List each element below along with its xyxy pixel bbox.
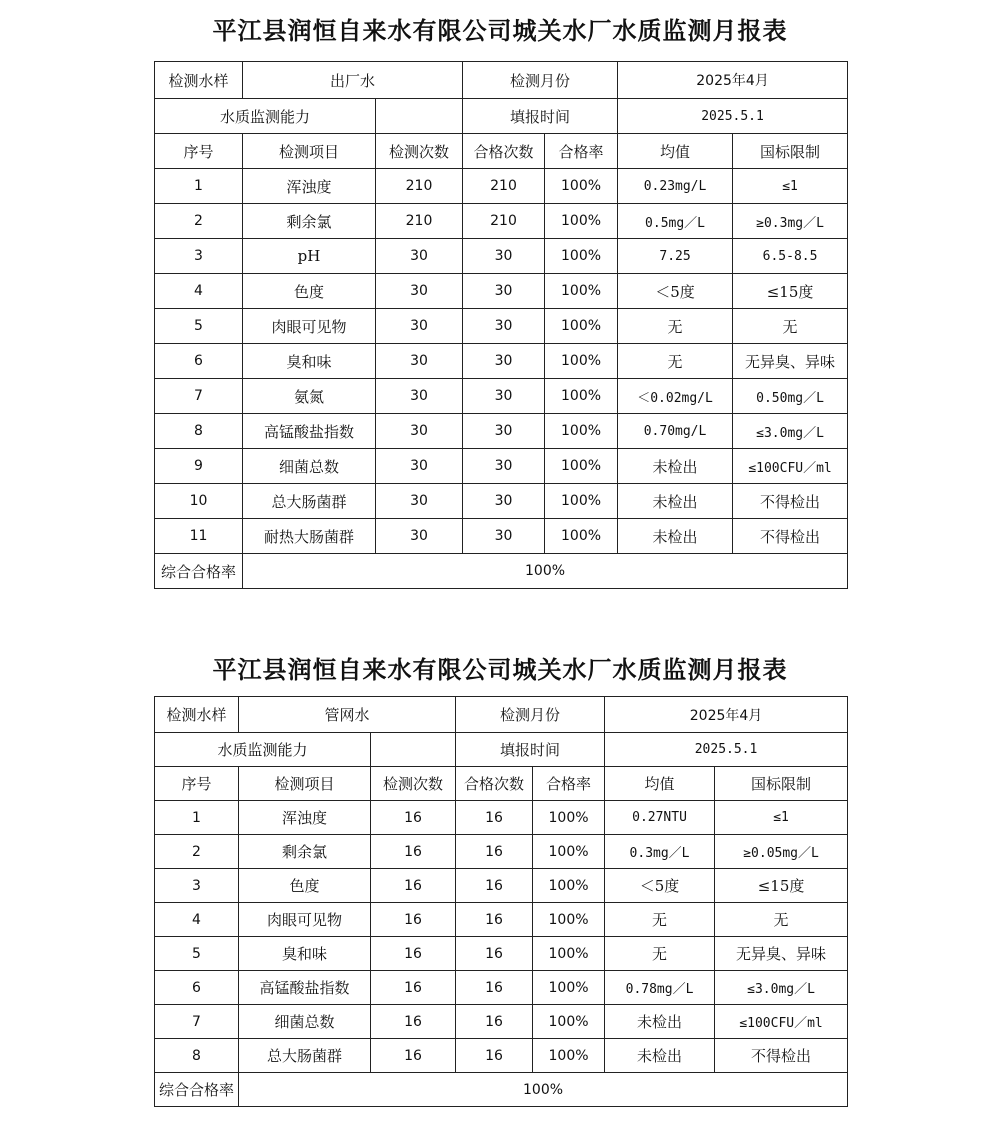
row-item: 总大肠菌群 — [243, 484, 376, 519]
row-item: 氨氮 — [243, 379, 376, 414]
table-row — [155, 835, 848, 869]
row-pass-count: 16 — [456, 1039, 533, 1073]
row-average: 0.23mg/L — [618, 169, 733, 204]
row-test-count: 30 — [376, 239, 463, 274]
row-test-count: 30 — [376, 274, 463, 309]
row-pass-rate: 100% — [545, 204, 618, 239]
row-pass-count: 16 — [456, 1005, 533, 1039]
row-index: 4 — [155, 903, 239, 937]
table-row — [155, 274, 848, 309]
header-test-count: 检测次数 — [376, 134, 463, 169]
table-row — [155, 379, 848, 414]
row-limit: ≤3.0mg／L — [715, 971, 848, 1005]
row-average: 0.78mg／L — [605, 971, 715, 1005]
row-pass-count: 16 — [456, 869, 533, 903]
row-pass-rate: 100% — [533, 869, 605, 903]
row-index: 5 — [155, 309, 243, 344]
row-average: 0.3mg／L — [605, 835, 715, 869]
sample-row — [155, 62, 848, 99]
row-limit: ≤15度 — [715, 869, 848, 903]
row-pass-count: 30 — [463, 519, 545, 554]
capability-value — [376, 99, 463, 134]
row-pass-rate: 100% — [545, 414, 618, 449]
row-average: 0.5mg／L — [618, 204, 733, 239]
row-pass-count: 30 — [463, 239, 545, 274]
row-pass-rate: 100% — [533, 801, 605, 835]
row-limit: 不得检出 — [733, 519, 848, 554]
row-average: 未检出 — [618, 519, 733, 554]
row-index: 8 — [155, 1039, 239, 1073]
header-item: 检测项目 — [239, 767, 371, 801]
row-limit: ≤100CFU／ml — [733, 449, 848, 484]
row-limit: 不得检出 — [733, 484, 848, 519]
row-index: 2 — [155, 835, 239, 869]
report-time-label: 填报时间 — [456, 733, 605, 767]
water-quality-table-finished-water — [154, 61, 848, 589]
table-row — [155, 484, 848, 519]
header-standard-limit: 国标限制 — [715, 767, 848, 801]
month-label: 检测月份 — [456, 697, 605, 733]
overall-row — [155, 554, 848, 589]
row-test-count: 16 — [371, 903, 456, 937]
row-pass-rate: 100% — [533, 835, 605, 869]
report-time-label: 填报时间 — [463, 99, 618, 134]
row-limit: 无异臭、异味 — [715, 937, 848, 971]
month-value: 2025年4月 — [605, 697, 848, 733]
row-pass-rate: 100% — [533, 971, 605, 1005]
header-pass-rate: 合格率 — [545, 134, 618, 169]
row-item: 剩余氯 — [239, 835, 371, 869]
water-quality-table-network-water — [154, 696, 848, 1107]
row-pass-count: 16 — [456, 937, 533, 971]
row-limit: 无异臭、异味 — [733, 344, 848, 379]
row-index: 5 — [155, 937, 239, 971]
report-time-value: 2025.5.1 — [618, 99, 848, 134]
row-pass-rate: 100% — [545, 239, 618, 274]
row-item: 色度 — [239, 869, 371, 903]
row-pass-rate: 100% — [545, 519, 618, 554]
header-test-count: 检测次数 — [371, 767, 456, 801]
row-item: 浑浊度 — [239, 801, 371, 835]
row-test-count: 210 — [376, 169, 463, 204]
header-pass-count: 合格次数 — [463, 134, 545, 169]
overall-row — [155, 1073, 848, 1107]
row-test-count: 30 — [376, 309, 463, 344]
row-index: 7 — [155, 379, 243, 414]
row-test-count: 16 — [371, 1039, 456, 1073]
row-average: 0.70mg/L — [618, 414, 733, 449]
header-index: 序号 — [155, 767, 239, 801]
row-item: 细菌总数 — [243, 449, 376, 484]
row-item: 剩余氯 — [243, 204, 376, 239]
table-row — [155, 344, 848, 379]
row-index: 1 — [155, 801, 239, 835]
row-item: 肉眼可见物 — [243, 309, 376, 344]
row-index: 9 — [155, 449, 243, 484]
row-index: 4 — [155, 274, 243, 309]
month-label: 检测月份 — [463, 62, 618, 99]
row-limit: 无 — [733, 309, 848, 344]
overall-label: 综合合格率 — [155, 1073, 239, 1107]
row-item: 总大肠菌群 — [239, 1039, 371, 1073]
header-average: 均值 — [618, 134, 733, 169]
row-pass-count: 210 — [463, 204, 545, 239]
row-pass-count: 30 — [463, 309, 545, 344]
row-limit: ≤1 — [733, 169, 848, 204]
row-average: 未检出 — [605, 1039, 715, 1073]
sample-value: 出厂水 — [243, 62, 463, 99]
row-average: 未检出 — [605, 1005, 715, 1039]
row-pass-count: 16 — [456, 835, 533, 869]
row-pass-rate: 100% — [545, 484, 618, 519]
row-pass-rate: 100% — [533, 1005, 605, 1039]
row-limit: 不得检出 — [715, 1039, 848, 1073]
row-average: ＜0.02mg/L — [618, 379, 733, 414]
capability-label: 水质监测能力 — [155, 99, 376, 134]
header-row — [155, 134, 848, 169]
row-test-count: 16 — [371, 835, 456, 869]
overall-value: 100% — [239, 1073, 848, 1107]
table-row — [155, 1039, 848, 1073]
row-average: ＜5度 — [618, 274, 733, 309]
row-index: 10 — [155, 484, 243, 519]
row-item: pH — [243, 239, 376, 274]
row-pass-rate: 100% — [545, 169, 618, 204]
row-limit: 0.50mg／L — [733, 379, 848, 414]
row-average: ＜5度 — [605, 869, 715, 903]
row-item: 臭和味 — [243, 344, 376, 379]
row-pass-rate: 100% — [545, 449, 618, 484]
row-test-count: 16 — [371, 937, 456, 971]
capability-row — [155, 733, 848, 767]
row-index: 1 — [155, 169, 243, 204]
row-average: 0.27NTU — [605, 801, 715, 835]
sample-label: 检测水样 — [155, 697, 239, 733]
capability-value — [371, 733, 456, 767]
row-pass-rate: 100% — [533, 937, 605, 971]
table-row — [155, 519, 848, 554]
row-test-count: 30 — [376, 379, 463, 414]
row-pass-rate: 100% — [545, 274, 618, 309]
row-index: 7 — [155, 1005, 239, 1039]
row-index: 6 — [155, 971, 239, 1005]
header-pass-rate: 合格率 — [533, 767, 605, 801]
row-limit: 无 — [715, 903, 848, 937]
table-row — [155, 971, 848, 1005]
row-index: 6 — [155, 344, 243, 379]
row-pass-count: 16 — [456, 903, 533, 937]
header-average: 均值 — [605, 767, 715, 801]
overall-value: 100% — [243, 554, 848, 589]
row-pass-count: 210 — [463, 169, 545, 204]
row-test-count: 30 — [376, 519, 463, 554]
row-item: 高锰酸盐指数 — [243, 414, 376, 449]
report-title: 平江县润恒自来水有限公司城关水厂水质监测月报表 — [212, 16, 788, 45]
row-index: 2 — [155, 204, 243, 239]
row-pass-rate: 100% — [533, 903, 605, 937]
table-row — [155, 937, 848, 971]
row-test-count: 30 — [376, 484, 463, 519]
row-pass-count: 30 — [463, 379, 545, 414]
row-item: 细菌总数 — [239, 1005, 371, 1039]
row-pass-count: 30 — [463, 449, 545, 484]
sample-row — [155, 697, 848, 733]
header-item: 检测项目 — [243, 134, 376, 169]
row-limit: ≤3.0mg／L — [733, 414, 848, 449]
row-item: 浑浊度 — [243, 169, 376, 204]
row-test-count: 30 — [376, 344, 463, 379]
row-test-count: 16 — [371, 1005, 456, 1039]
row-pass-count: 16 — [456, 801, 533, 835]
row-limit: ≤100CFU／ml — [715, 1005, 848, 1039]
row-item: 高锰酸盐指数 — [239, 971, 371, 1005]
row-pass-count: 30 — [463, 484, 545, 519]
row-index: 3 — [155, 869, 239, 903]
row-limit: ≥0.3mg／L — [733, 204, 848, 239]
table-row — [155, 204, 848, 239]
header-row — [155, 767, 848, 801]
row-pass-rate: 100% — [545, 344, 618, 379]
row-pass-rate: 100% — [545, 309, 618, 344]
row-limit: ≤1 — [715, 801, 848, 835]
row-pass-count: 30 — [463, 414, 545, 449]
row-index: 8 — [155, 414, 243, 449]
row-test-count: 16 — [371, 869, 456, 903]
row-average: 未检出 — [618, 449, 733, 484]
header-index: 序号 — [155, 134, 243, 169]
row-pass-rate: 100% — [545, 379, 618, 414]
row-test-count: 30 — [376, 449, 463, 484]
table-row — [155, 801, 848, 835]
overall-label: 综合合格率 — [155, 554, 243, 589]
row-pass-count: 30 — [463, 274, 545, 309]
capability-row — [155, 99, 848, 134]
row-test-count: 30 — [376, 414, 463, 449]
table-row — [155, 903, 848, 937]
row-test-count: 16 — [371, 801, 456, 835]
row-limit: ≤15度 — [733, 274, 848, 309]
table-row — [155, 449, 848, 484]
table-row — [155, 414, 848, 449]
row-item: 耐热大肠菌群 — [243, 519, 376, 554]
table-row — [155, 1005, 848, 1039]
row-pass-count: 16 — [456, 971, 533, 1005]
row-test-count: 16 — [371, 971, 456, 1005]
row-item: 臭和味 — [239, 937, 371, 971]
row-average: 无 — [605, 903, 715, 937]
row-limit: 6.5-8.5 — [733, 239, 848, 274]
row-item: 色度 — [243, 274, 376, 309]
row-index: 11 — [155, 519, 243, 554]
month-value: 2025年4月 — [618, 62, 848, 99]
header-standard-limit: 国标限制 — [733, 134, 848, 169]
table-row — [155, 309, 848, 344]
row-average: 无 — [618, 344, 733, 379]
row-pass-count: 30 — [463, 344, 545, 379]
sample-label: 检测水样 — [155, 62, 243, 99]
row-average: 无 — [605, 937, 715, 971]
row-average: 无 — [618, 309, 733, 344]
row-pass-rate: 100% — [533, 1039, 605, 1073]
row-item: 肉眼可见物 — [239, 903, 371, 937]
report-time-value: 2025.5.1 — [605, 733, 848, 767]
report-title: 平江县润恒自来水有限公司城关水厂水质监测月报表 — [212, 655, 788, 684]
header-pass-count: 合格次数 — [456, 767, 533, 801]
sample-value: 管网水 — [239, 697, 456, 733]
row-index: 3 — [155, 239, 243, 274]
row-test-count: 210 — [376, 204, 463, 239]
row-average: 未检出 — [618, 484, 733, 519]
table-row — [155, 239, 848, 274]
table-row — [155, 869, 848, 903]
row-average: 7.25 — [618, 239, 733, 274]
table-row — [155, 169, 848, 204]
capability-label: 水质监测能力 — [155, 733, 371, 767]
row-limit: ≥0.05mg／L — [715, 835, 848, 869]
